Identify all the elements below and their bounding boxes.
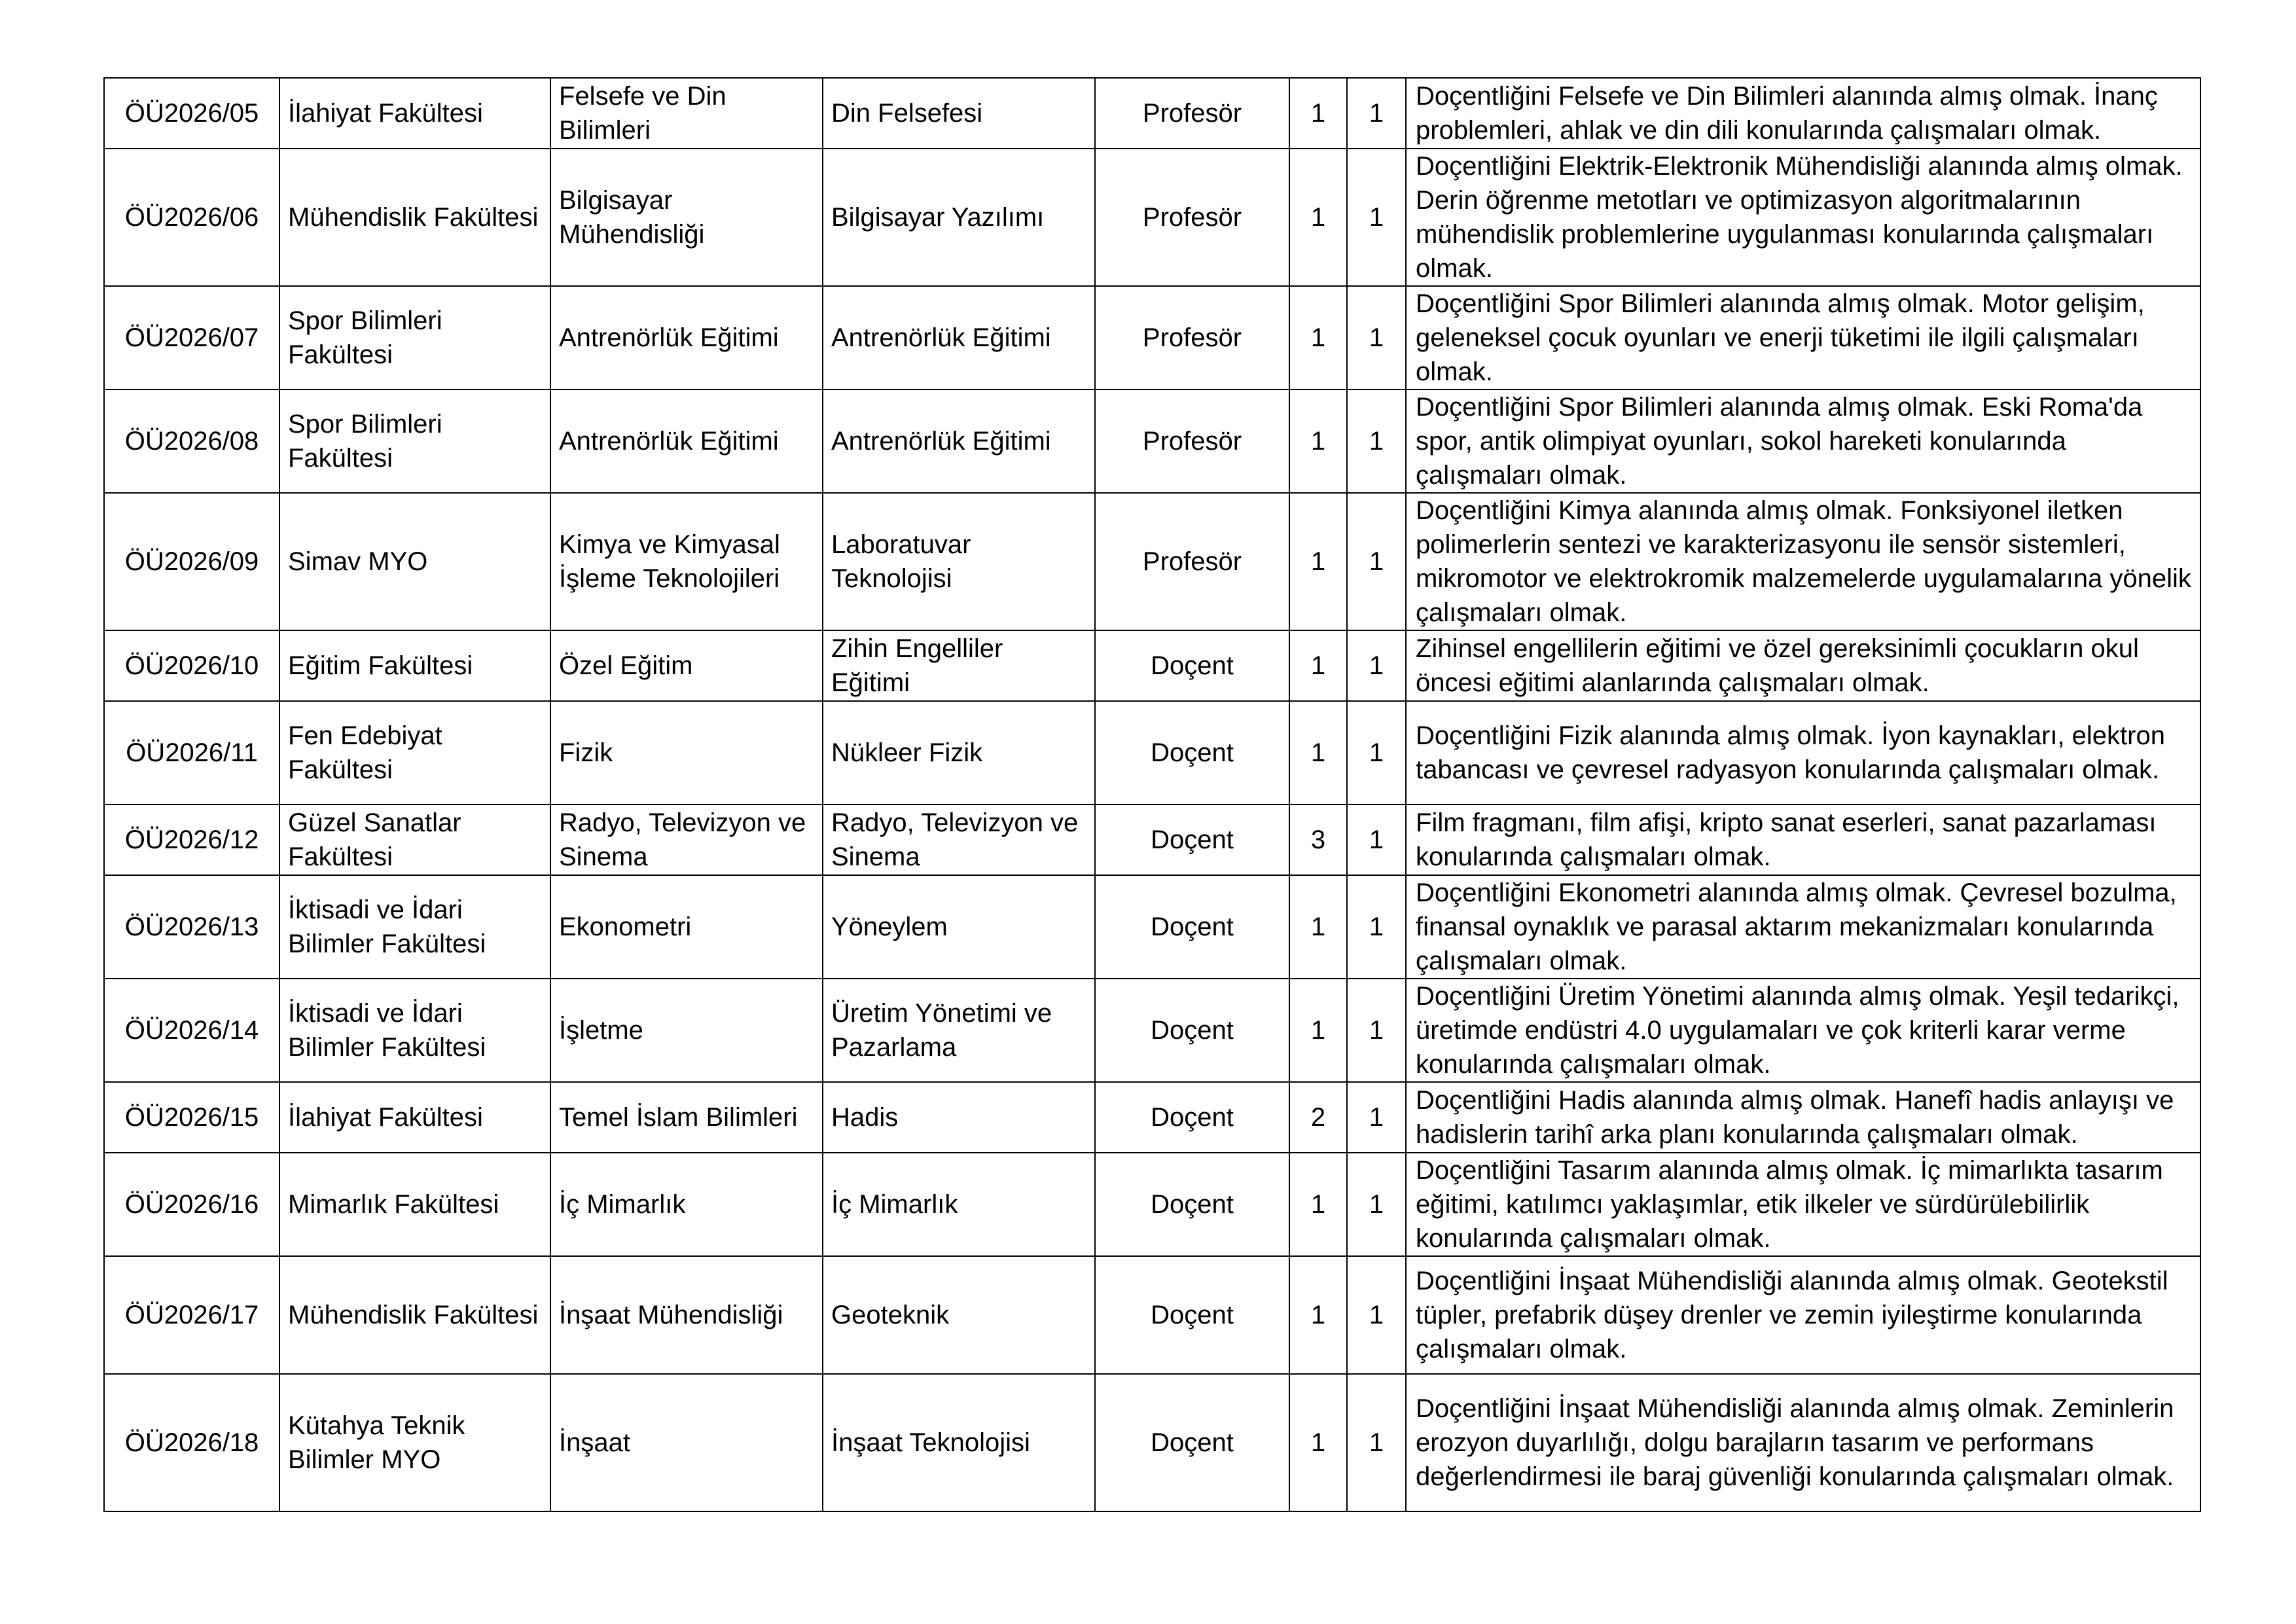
cell-ilan-code: ÖÜ2026/11 [104, 701, 279, 804]
cell-unit: Mühendislik Fakültesi [279, 149, 550, 286]
table-row [104, 78, 2200, 149]
cell-field: Geoteknik [823, 1256, 1095, 1374]
cell-degree: 1 [1347, 149, 1406, 286]
cell-requirements: Doçentliğini Spor Bilimleri alanında almış olmak. Motor gelişim, geleneksel çocuk oyunları ve enerji tüketimi ile ilgili çalışmaları olmak. [1406, 286, 2200, 389]
cell-field: İç Mimarlık [823, 1153, 1095, 1256]
table-row [104, 149, 2200, 286]
cell-department: Temel İslam Bilimleri [550, 1082, 823, 1153]
cell-department: Özel Eğitim [550, 630, 823, 701]
cell-count: 2 [1289, 1082, 1347, 1153]
cell-department: Radyo, Televizyon ve Sinema [550, 804, 823, 875]
cell-title: Profesör [1095, 286, 1289, 389]
cell-degree: 1 [1347, 701, 1406, 804]
cell-unit: İlahiyat Fakültesi [279, 1082, 550, 1153]
table-row [104, 630, 2200, 701]
cell-count: 1 [1289, 1153, 1347, 1256]
cell-degree: 1 [1347, 78, 1406, 149]
cell-field: Üretim Yönetimi ve Pazarlama [823, 979, 1095, 1082]
cell-title: Doçent [1095, 1153, 1289, 1256]
cell-requirements: Doçentliğini Spor Bilimleri alanında almış olmak. Eski Roma'da spor, antik olimpiyat oyunları, sokol hareketi konularında çalışmaları olmak. [1406, 389, 2200, 493]
cell-field: İnşaat Teknolojisi [823, 1374, 1095, 1511]
cell-degree: 1 [1347, 804, 1406, 875]
cell-unit: İktisadi ve İdari Bilimler Fakültesi [279, 979, 550, 1082]
cell-degree: 1 [1347, 630, 1406, 701]
positions-table-body [104, 78, 2200, 1511]
table-row [104, 493, 2200, 630]
cell-requirements: Doçentliğini İnşaat Mühendisliği alanında almış olmak. Zeminlerin erozyon duyarlılığı, dolgu barajların tasarım ve performans değerlendirmesi ile baraj güvenliği konularında çalışmaları olmak. [1406, 1374, 2200, 1511]
cell-count: 1 [1289, 875, 1347, 979]
cell-degree: 1 [1347, 389, 1406, 493]
cell-field: Antrenörlük Eğitimi [823, 389, 1095, 493]
cell-unit: Spor Bilimleri Fakültesi [279, 286, 550, 389]
cell-count: 1 [1289, 979, 1347, 1082]
cell-ilan-code: ÖÜ2026/14 [104, 979, 279, 1082]
cell-title: Doçent [1095, 875, 1289, 979]
cell-title: Profesör [1095, 389, 1289, 493]
cell-department: Felsefe ve Din Bilimleri [550, 78, 823, 149]
cell-requirements: Doçentliğini Elektrik-Elektronik Mühendisliği alanında almış olmak. Derin öğrenme metotları ve optimizasyon algoritmalarının mühendislik problemlerine uygulanması konularında çalışmaları olmak. [1406, 149, 2200, 286]
table-row [104, 804, 2200, 875]
cell-degree: 1 [1347, 1374, 1406, 1511]
cell-ilan-code: ÖÜ2026/18 [104, 1374, 279, 1511]
cell-department: İşletme [550, 979, 823, 1082]
cell-count: 1 [1289, 630, 1347, 701]
cell-department: Fizik [550, 701, 823, 804]
table-row [104, 1153, 2200, 1256]
cell-requirements: Doçentliğini Fizik alanında almış olmak. İyon kaynakları, elektron tabancası ve çevresel radyasyon konularında çalışmaları olmak. [1406, 701, 2200, 804]
table-row [104, 875, 2200, 979]
cell-title: Doçent [1095, 979, 1289, 1082]
cell-field: Laboratuvar Teknolojisi [823, 493, 1095, 630]
cell-count: 1 [1289, 286, 1347, 389]
cell-count: 3 [1289, 804, 1347, 875]
cell-degree: 1 [1347, 493, 1406, 630]
positions-table [103, 77, 2201, 1512]
cell-count: 1 [1289, 701, 1347, 804]
cell-requirements: Film fragmanı, film afişi, kripto sanat eserleri, sanat pazarlaması konularında çalışmaları olmak. [1406, 804, 2200, 875]
cell-ilan-code: ÖÜ2026/13 [104, 875, 279, 979]
cell-count: 1 [1289, 389, 1347, 493]
cell-requirements: Doçentliğini Üretim Yönetimi alanında almış olmak. Yeşil tedarikçi, üretimde endüstri 4.0 uygulamaları ve çok kriterli karar verme konularında çalışmaları olmak. [1406, 979, 2200, 1082]
cell-title: Doçent [1095, 1256, 1289, 1374]
table-row [104, 1256, 2200, 1374]
table-row [104, 1374, 2200, 1511]
cell-department: İnşaat [550, 1374, 823, 1511]
cell-requirements: Doçentliğini Tasarım alanında almış olmak. İç mimarlıkta tasarım eğitimi, katılımcı yaklaşımlar, etik ilkeler ve sürdürülebilirlik konularında çalışmaları olmak. [1406, 1153, 2200, 1256]
cell-count: 1 [1289, 493, 1347, 630]
cell-ilan-code: ÖÜ2026/17 [104, 1256, 279, 1374]
cell-unit: Simav MYO [279, 493, 550, 630]
cell-field: Radyo, Televizyon ve Sinema [823, 804, 1095, 875]
cell-count: 1 [1289, 1256, 1347, 1374]
cell-unit: Fen Edebiyat Fakültesi [279, 701, 550, 804]
cell-requirements: Doçentliğini Hadis alanında almış olmak. Hanefî hadis anlayışı ve hadislerin tarihî arka planı konularında çalışmaları olmak. [1406, 1082, 2200, 1153]
cell-requirements: Doçentliğini Felsefe ve Din Bilimleri alanında almış olmak. İnanç problemleri, ahlak ve din dili konularında çalışmaları olmak. [1406, 78, 2200, 149]
cell-department: Ekonometri [550, 875, 823, 979]
cell-degree: 1 [1347, 875, 1406, 979]
table-row [104, 389, 2200, 493]
table-row [104, 286, 2200, 389]
cell-degree: 1 [1347, 1153, 1406, 1256]
cell-title: Doçent [1095, 630, 1289, 701]
cell-field: Zihin Engelliler Eğitimi [823, 630, 1095, 701]
cell-unit: Eğitim Fakültesi [279, 630, 550, 701]
cell-title: Profesör [1095, 149, 1289, 286]
cell-title: Doçent [1095, 701, 1289, 804]
cell-department: İç Mimarlık [550, 1153, 823, 1256]
cell-field: Bilgisayar Yazılımı [823, 149, 1095, 286]
cell-field: Antrenörlük Eğitimi [823, 286, 1095, 389]
cell-unit: Mühendislik Fakültesi [279, 1256, 550, 1374]
cell-requirements: Doçentliğini İnşaat Mühendisliği alanında almış olmak. Geotekstil tüpler, prefabrik düşey drenler ve zemin iyileştirme konularında çalışmaları olmak. [1406, 1256, 2200, 1374]
cell-degree: 1 [1347, 979, 1406, 1082]
cell-department: İnşaat Mühendisliği [550, 1256, 823, 1374]
cell-field: Din Felsefesi [823, 78, 1095, 149]
table-row [104, 979, 2200, 1082]
cell-count: 1 [1289, 1374, 1347, 1511]
cell-title: Profesör [1095, 493, 1289, 630]
table-row [104, 1082, 2200, 1153]
cell-department: Antrenörlük Eğitimi [550, 286, 823, 389]
cell-count: 1 [1289, 149, 1347, 286]
cell-ilan-code: ÖÜ2026/15 [104, 1082, 279, 1153]
cell-title: Doçent [1095, 1374, 1289, 1511]
cell-requirements: Doçentliğini Ekonometri alanında almış olmak. Çevresel bozulma, finansal oynaklık ve parasal aktarım mekanizmaları konularında çalışmaları olmak. [1406, 875, 2200, 979]
cell-department: Bilgisayar Mühendisliği [550, 149, 823, 286]
cell-department: Antrenörlük Eğitimi [550, 389, 823, 493]
cell-degree: 1 [1347, 286, 1406, 389]
cell-title: Profesör [1095, 78, 1289, 149]
cell-ilan-code: ÖÜ2026/09 [104, 493, 279, 630]
cell-unit: Mimarlık Fakültesi [279, 1153, 550, 1256]
cell-unit: Kütahya Teknik Bilimler MYO [279, 1374, 550, 1511]
cell-title: Doçent [1095, 804, 1289, 875]
cell-title: Doçent [1095, 1082, 1289, 1153]
cell-ilan-code: ÖÜ2026/07 [104, 286, 279, 389]
cell-requirements: Zihinsel engellilerin eğitimi ve özel gereksinimli çocukların okul öncesi eğitimi alanlarında çalışmaları olmak. [1406, 630, 2200, 701]
cell-unit: Güzel Sanatlar Fakültesi [279, 804, 550, 875]
cell-ilan-code: ÖÜ2026/06 [104, 149, 279, 286]
cell-unit: Spor Bilimleri Fakültesi [279, 389, 550, 493]
cell-field: Nükleer Fizik [823, 701, 1095, 804]
cell-unit: İlahiyat Fakültesi [279, 78, 550, 149]
cell-ilan-code: ÖÜ2026/05 [104, 78, 279, 149]
cell-ilan-code: ÖÜ2026/12 [104, 804, 279, 875]
cell-degree: 1 [1347, 1082, 1406, 1153]
cell-ilan-code: ÖÜ2026/08 [104, 389, 279, 493]
cell-requirements: Doçentliğini Kimya alanında almış olmak. Fonksiyonel iletken polimerlerin sentezi ve karakterizasyonu ile sensör sistemleri, mikromotor ve elektrokromik malzemelerde uygulamalarına yönelik çalışmaları olmak. [1406, 493, 2200, 630]
cell-ilan-code: ÖÜ2026/10 [104, 630, 279, 701]
table-row [104, 701, 2200, 804]
cell-department: Kimya ve Kimyasal İşleme Teknolojileri [550, 493, 823, 630]
cell-field: Hadis [823, 1082, 1095, 1153]
cell-count: 1 [1289, 78, 1347, 149]
cell-field: Yöneylem [823, 875, 1095, 979]
cell-unit: İktisadi ve İdari Bilimler Fakültesi [279, 875, 550, 979]
cell-degree: 1 [1347, 1256, 1406, 1374]
cell-ilan-code: ÖÜ2026/16 [104, 1153, 279, 1256]
